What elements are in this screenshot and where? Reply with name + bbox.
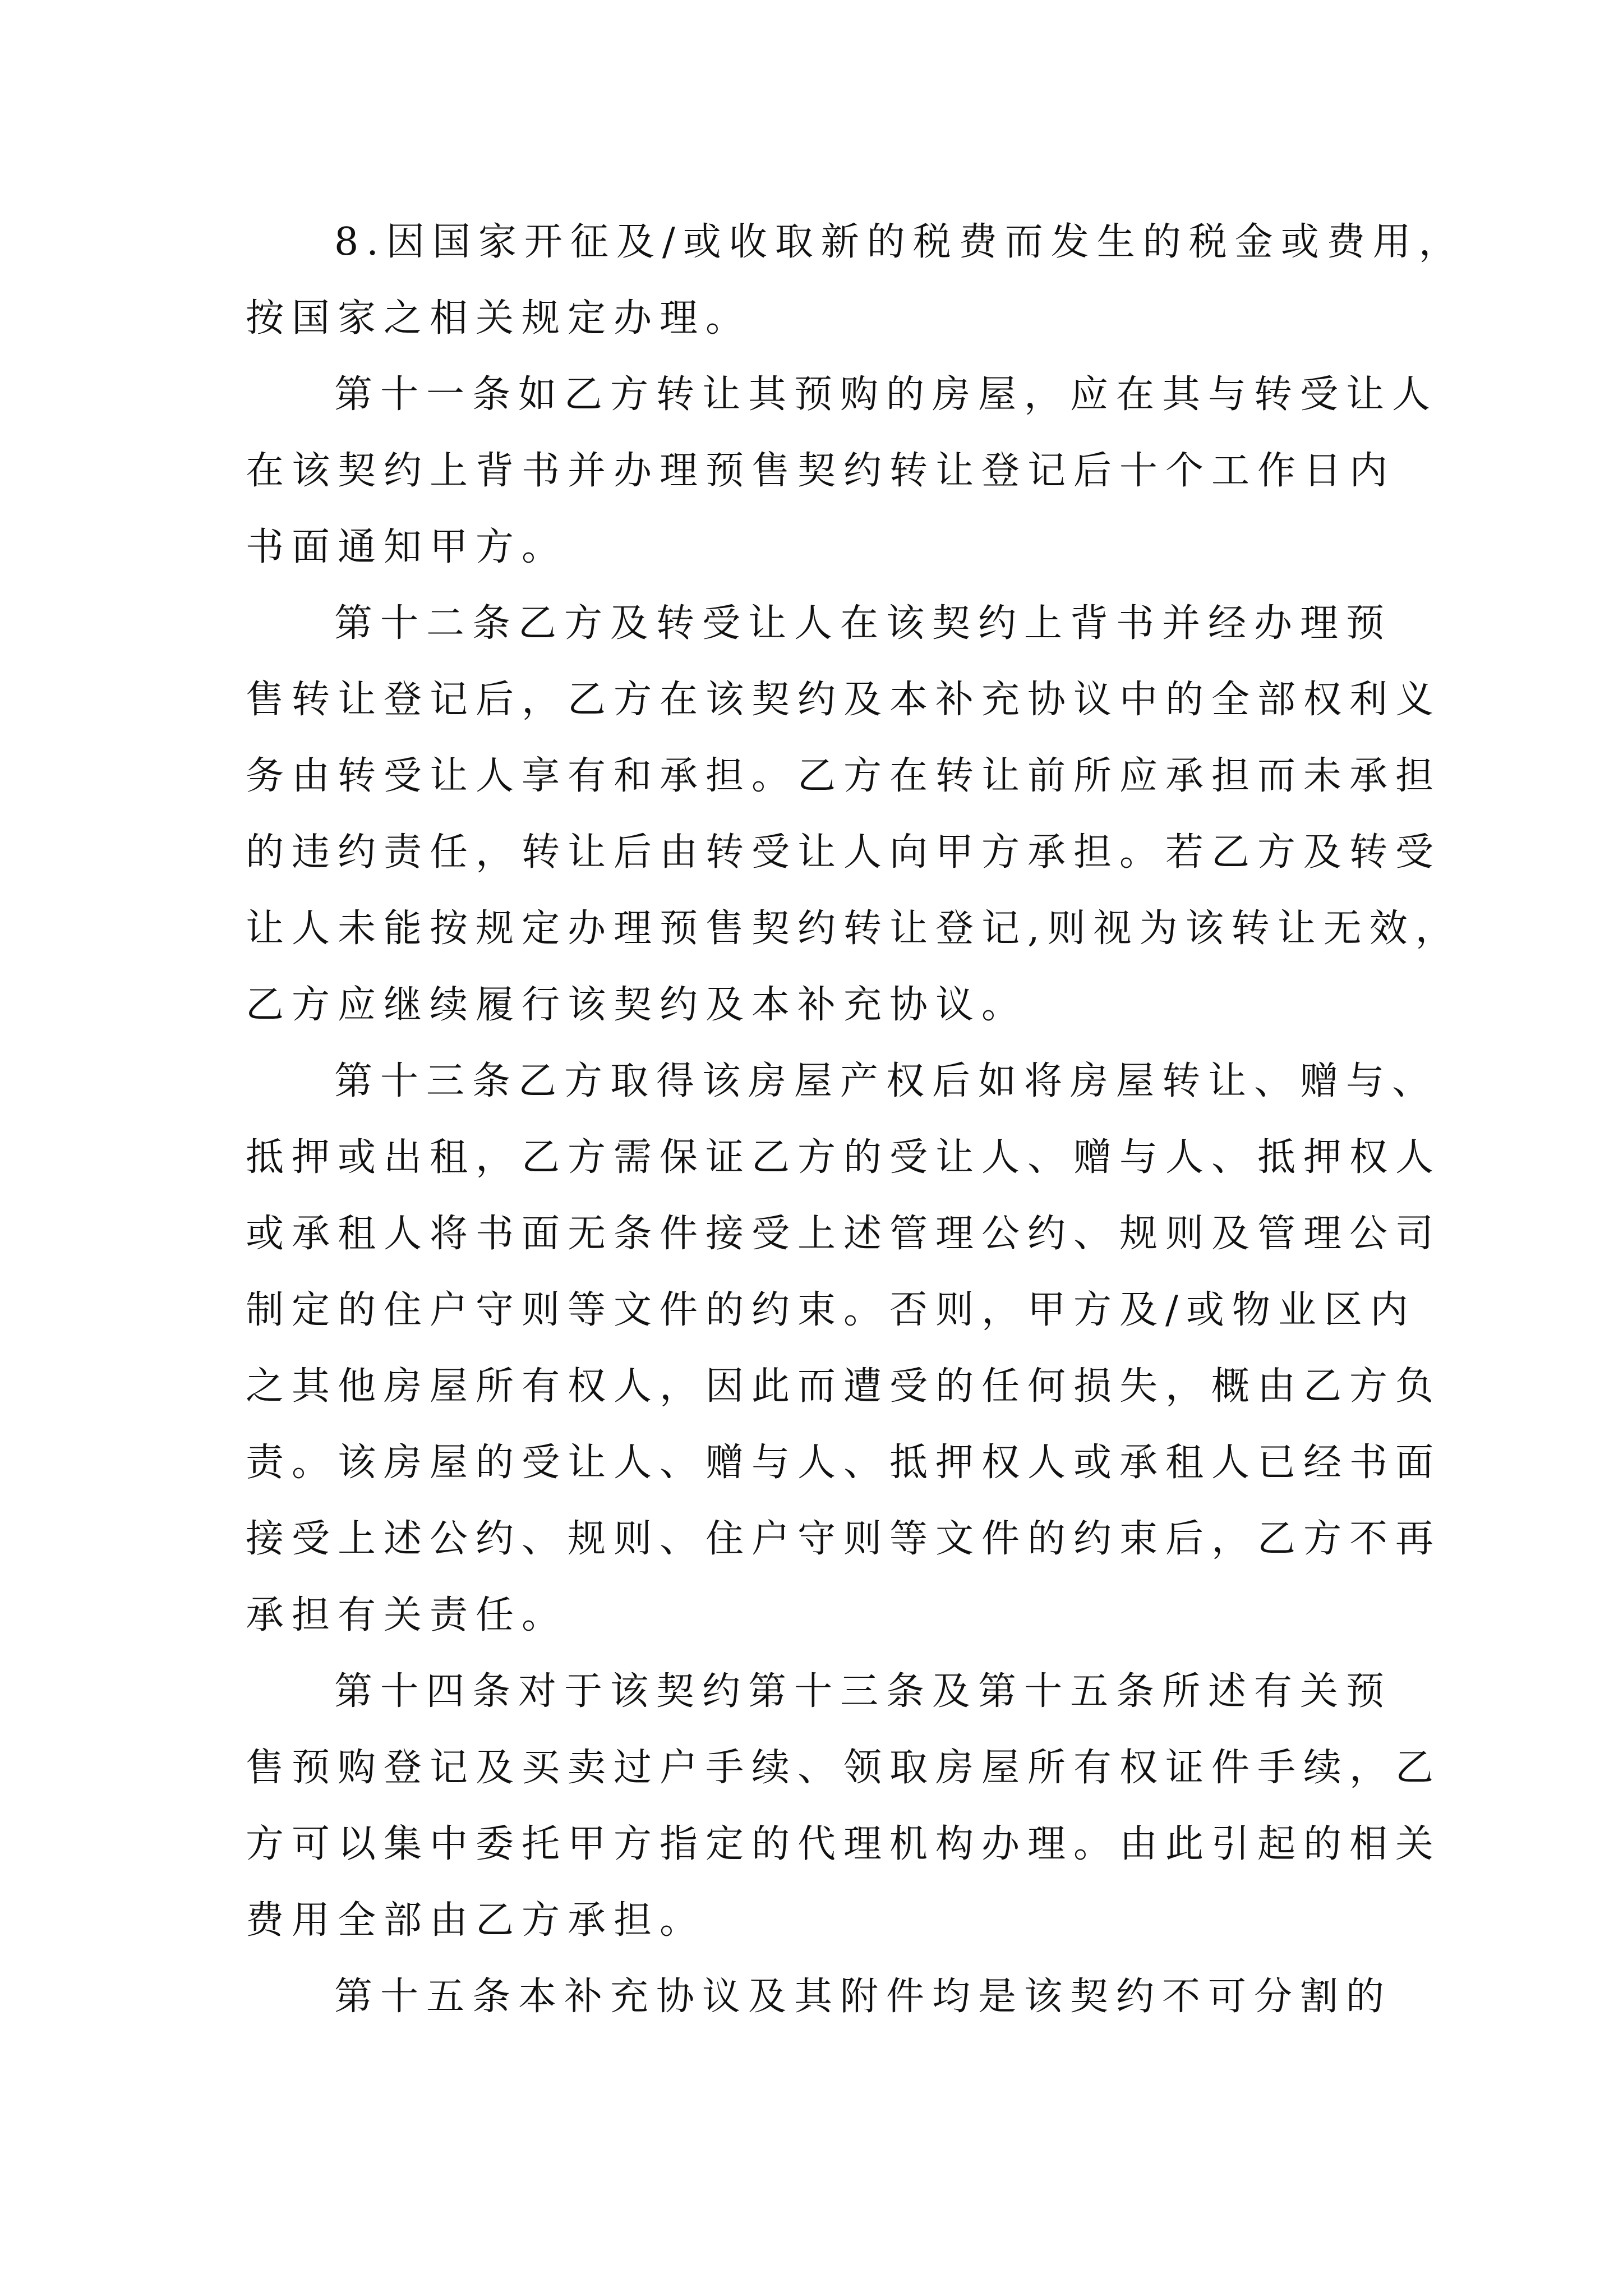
text-line: 务由转受让人享有和承担。乙方在转让前所应承担而未承担 <box>246 754 1442 798</box>
text-line: 第十二条乙方及转受让人在该契约上背书并经办理预 <box>334 601 1393 646</box>
text-line: 第十五条本补充协议及其附件均是该契约不可分割的 <box>334 1975 1393 2019</box>
text-line: 费用全部由乙方承担。 <box>246 1898 706 1943</box>
text-line: 8.因国家开征及/或收取新的税费而发生的税金或费用， <box>334 220 1465 264</box>
text-line: 方可以集中委托甲方指定的代理机构办理。由此引起的相关 <box>246 1822 1442 1866</box>
text-line: 售转让登记后，乙方在该契约及本补充协议中的全部权利义 <box>246 678 1442 722</box>
text-line: 承担有关责任。 <box>246 1593 568 1637</box>
text-line: 第十四条对于该契约第十三条及第十五条所述有关预 <box>334 1669 1393 1714</box>
text-line: 制定的住户守则等文件的约束。否则，甲方及/或物业区内 <box>246 1288 1416 1332</box>
text-line: 让人未能按规定办理预售契约转让登记,则视为该转让无效， <box>246 907 1461 951</box>
text-line: 或承租人将书面无条件接受上述管理公约、规则及管理公司 <box>246 1212 1442 1256</box>
text-line: 按国家之相关规定办理。 <box>246 296 752 341</box>
text-line: 抵押或出租，乙方需保证乙方的受让人、赠与人、抵押权人 <box>246 1135 1442 1180</box>
text-line: 售预购登记及买卖过户手续、领取房屋所有权证件手续，乙 <box>246 1746 1442 1790</box>
text-line: 第十三条乙方取得该房屋产权后如将房屋转让、赠与、 <box>334 1059 1438 1103</box>
text-line: 责。该房屋的受让人、赠与人、抵押权人或承租人已经书面 <box>246 1441 1442 1485</box>
text-line: 书面通知甲方。 <box>246 525 568 569</box>
text-line: 的违约责任，转让后由转受让人向甲方承担。若乙方及转受 <box>246 830 1442 875</box>
text-line: 接受上述公约、规则、住户守则等文件的约束后，乙方不再 <box>246 1517 1442 1561</box>
text-line: 乙方应继续履行该契约及本补充协议。 <box>246 983 1028 1027</box>
text-line: 在该契约上背书并办理预售契约转让登记后十个工作日内 <box>246 449 1396 493</box>
text-line: 第十一条如乙方转让其预购的房屋，应在其与转受让人 <box>334 372 1438 417</box>
text-line: 之其他房屋所有权人，因此而遭受的任何损失，概由乙方负 <box>246 1364 1442 1409</box>
